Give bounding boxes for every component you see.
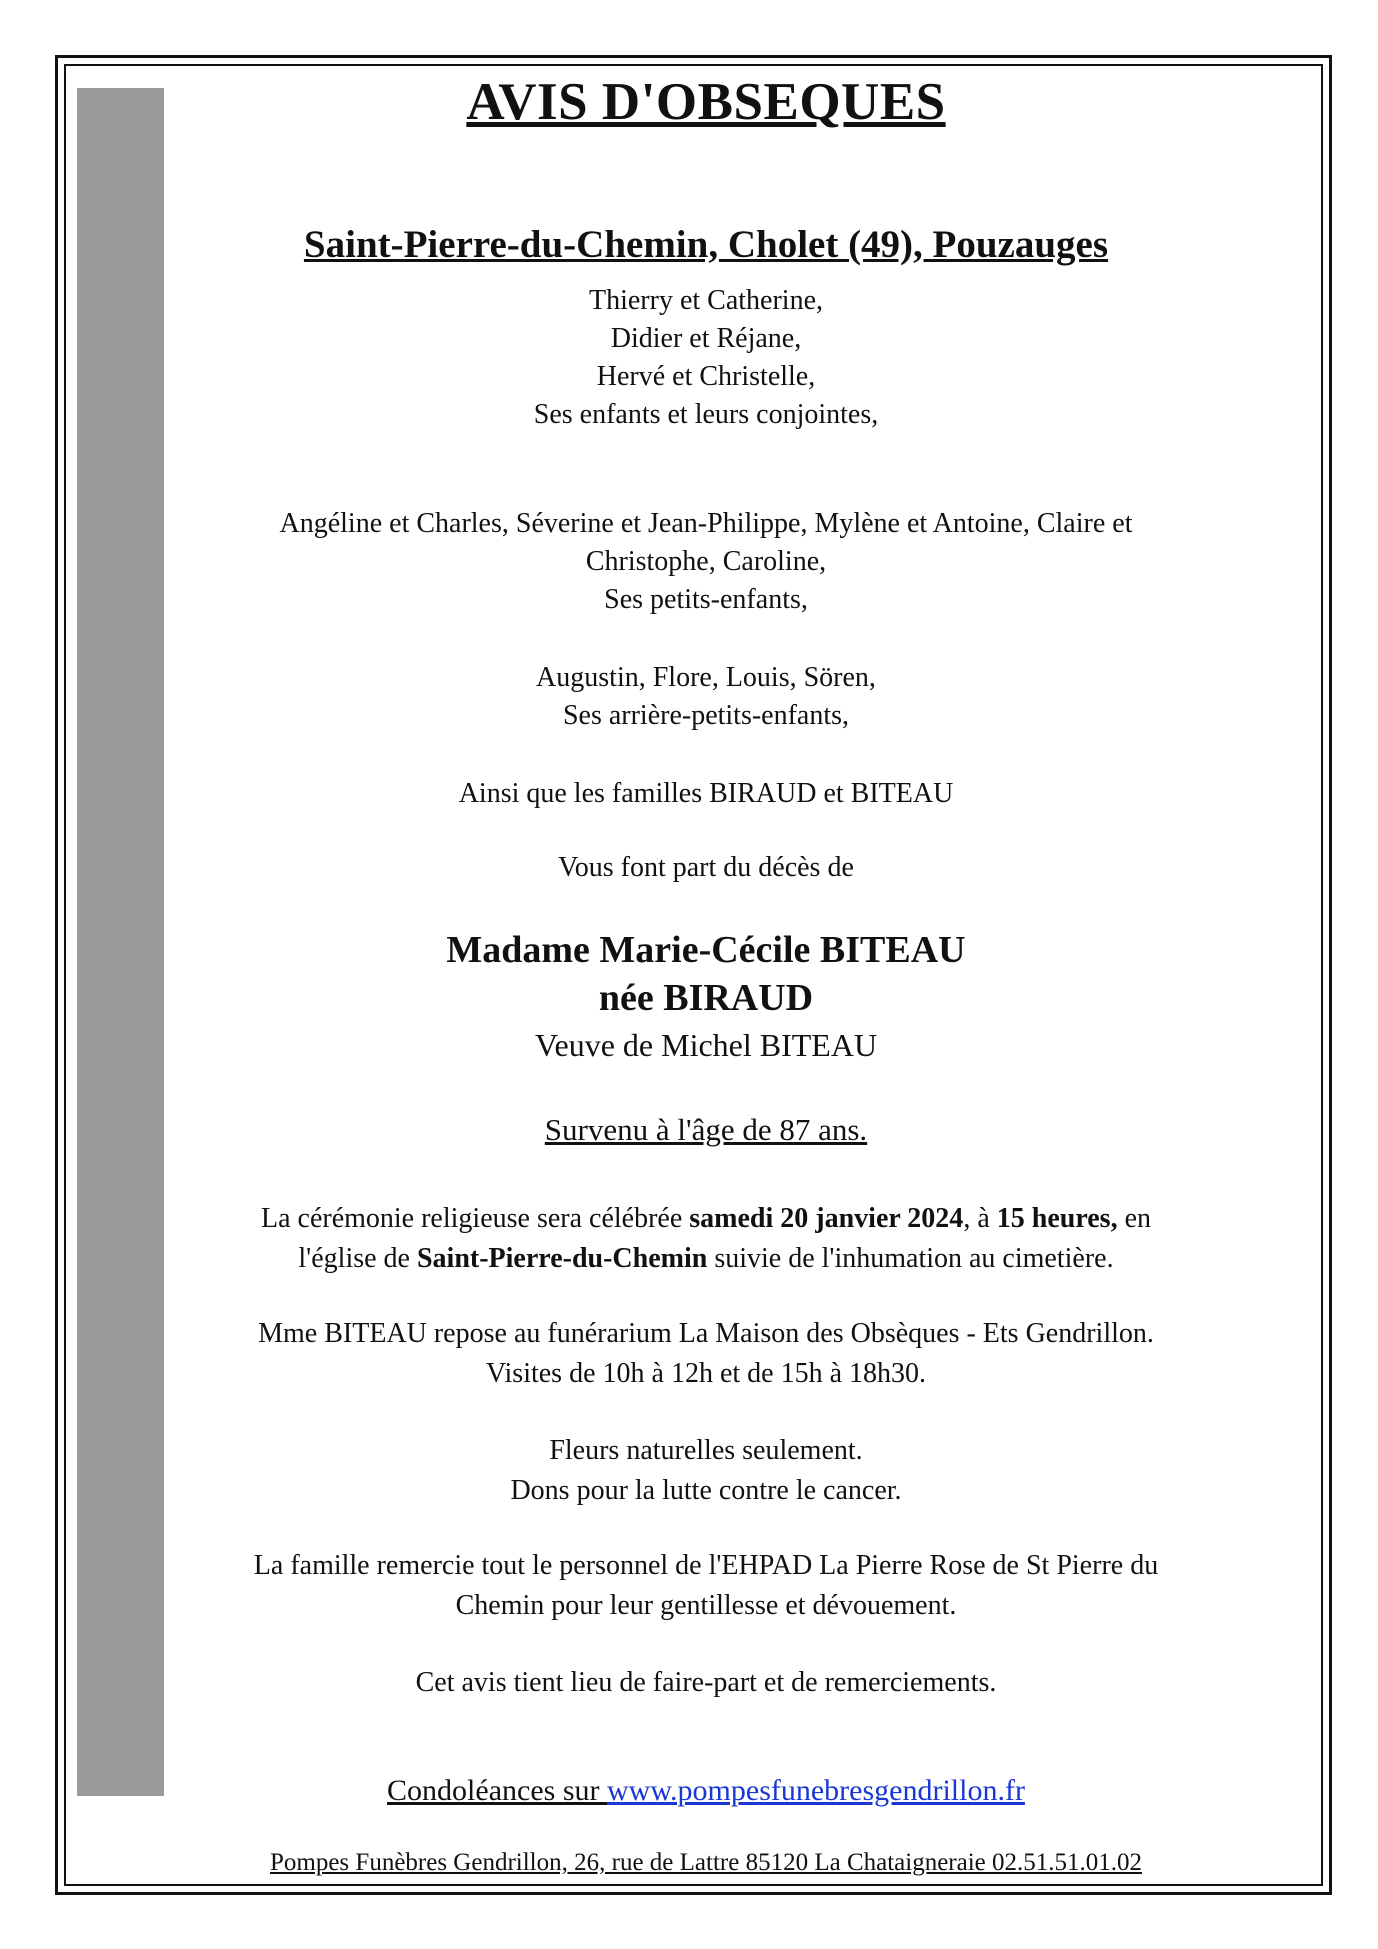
- ceremony-date: samedi 20 janvier 2024: [689, 1203, 964, 1234]
- notice-title: AVIS D'OBSEQUES: [466, 73, 946, 131]
- ceremony-line-2: l'église de Saint-Pierre-du-Chemin suivie de l'inhumation au cimetière.: [298, 1243, 1114, 1274]
- side-bar-decoration: [77, 88, 164, 1796]
- thanks-line: La famille remercie tout le personnel de l'EHPAD La Pierre Rose de St Pierre du: [253, 1550, 1159, 1581]
- locations-subtitle: Saint-Pierre-du-Chemin, Cholet (49), Pouzauges: [303, 223, 1109, 266]
- children-label: Ses enfants et leurs conjointes,: [533, 399, 879, 430]
- condolences-label: Condoléances sur: [387, 1774, 607, 1807]
- families-line: Ainsi que les familles BIRAUD et BITEAU: [458, 778, 954, 809]
- ceremony-time: 15 heures,: [996, 1203, 1118, 1234]
- children-line: Didier et Réjane,: [610, 323, 802, 354]
- flowers-line: Fleurs naturelles seulement.: [549, 1435, 863, 1466]
- condolences-line: [170, 1774, 1242, 1808]
- footer-address: Pompes Funèbres Gendrillon, 26, rue de Lattre 85120 La Chataigneraie 02.51.51.01.02: [269, 1849, 1143, 1876]
- children-line: Thierry et Catherine,: [588, 285, 823, 316]
- grandchildren-line: Christophe, Caroline,: [585, 546, 827, 577]
- visits-line: Visites de 10h à 12h et de 15h à 18h30.: [485, 1358, 926, 1389]
- funerarium-line: Mme BITEAU repose au funérarium La Maison des Obsèques - Ets Gendrillon.: [258, 1318, 1154, 1349]
- children-line: Hervé et Christelle,: [596, 361, 816, 392]
- condolences-link[interactable]: www.pompesfunebresgendrillon.fr: [607, 1774, 1025, 1807]
- great-grandchildren-line: Augustin, Flore, Louis, Sören,: [536, 662, 876, 693]
- announce-line: Vous font part du décès de: [558, 852, 854, 883]
- deceased-maiden-name: née BIRAUD: [598, 977, 814, 1019]
- ceremony-line-1: La cérémonie religieuse sera célébrée samedi 20 janvier 2024, à 15 heures, en: [260, 1203, 1152, 1234]
- age-line: Survenu à l'âge de 87 ans.: [544, 1112, 868, 1147]
- grandchildren-label: Ses petits-enfants,: [604, 584, 808, 615]
- great-grandchildren-label: Ses arrière-petits-enfants,: [562, 700, 850, 731]
- thanks-line: Chemin pour leur gentillesse et dévouement.: [455, 1590, 957, 1621]
- deceased-name: Madame Marie-Cécile BITEAU: [446, 929, 966, 971]
- donations-line: Dons pour la lutte contre le cancer.: [510, 1475, 902, 1506]
- widow-line: Veuve de Michel BITEAU: [534, 1027, 878, 1063]
- notice-line: Cet avis tient lieu de faire-part et de remerciements.: [415, 1667, 997, 1698]
- ceremony-place: Saint-Pierre-du-Chemin: [416, 1243, 708, 1274]
- grandchildren-line: Angéline et Charles, Séverine et Jean-Philippe, Mylène et Antoine, Claire et: [279, 508, 1133, 539]
